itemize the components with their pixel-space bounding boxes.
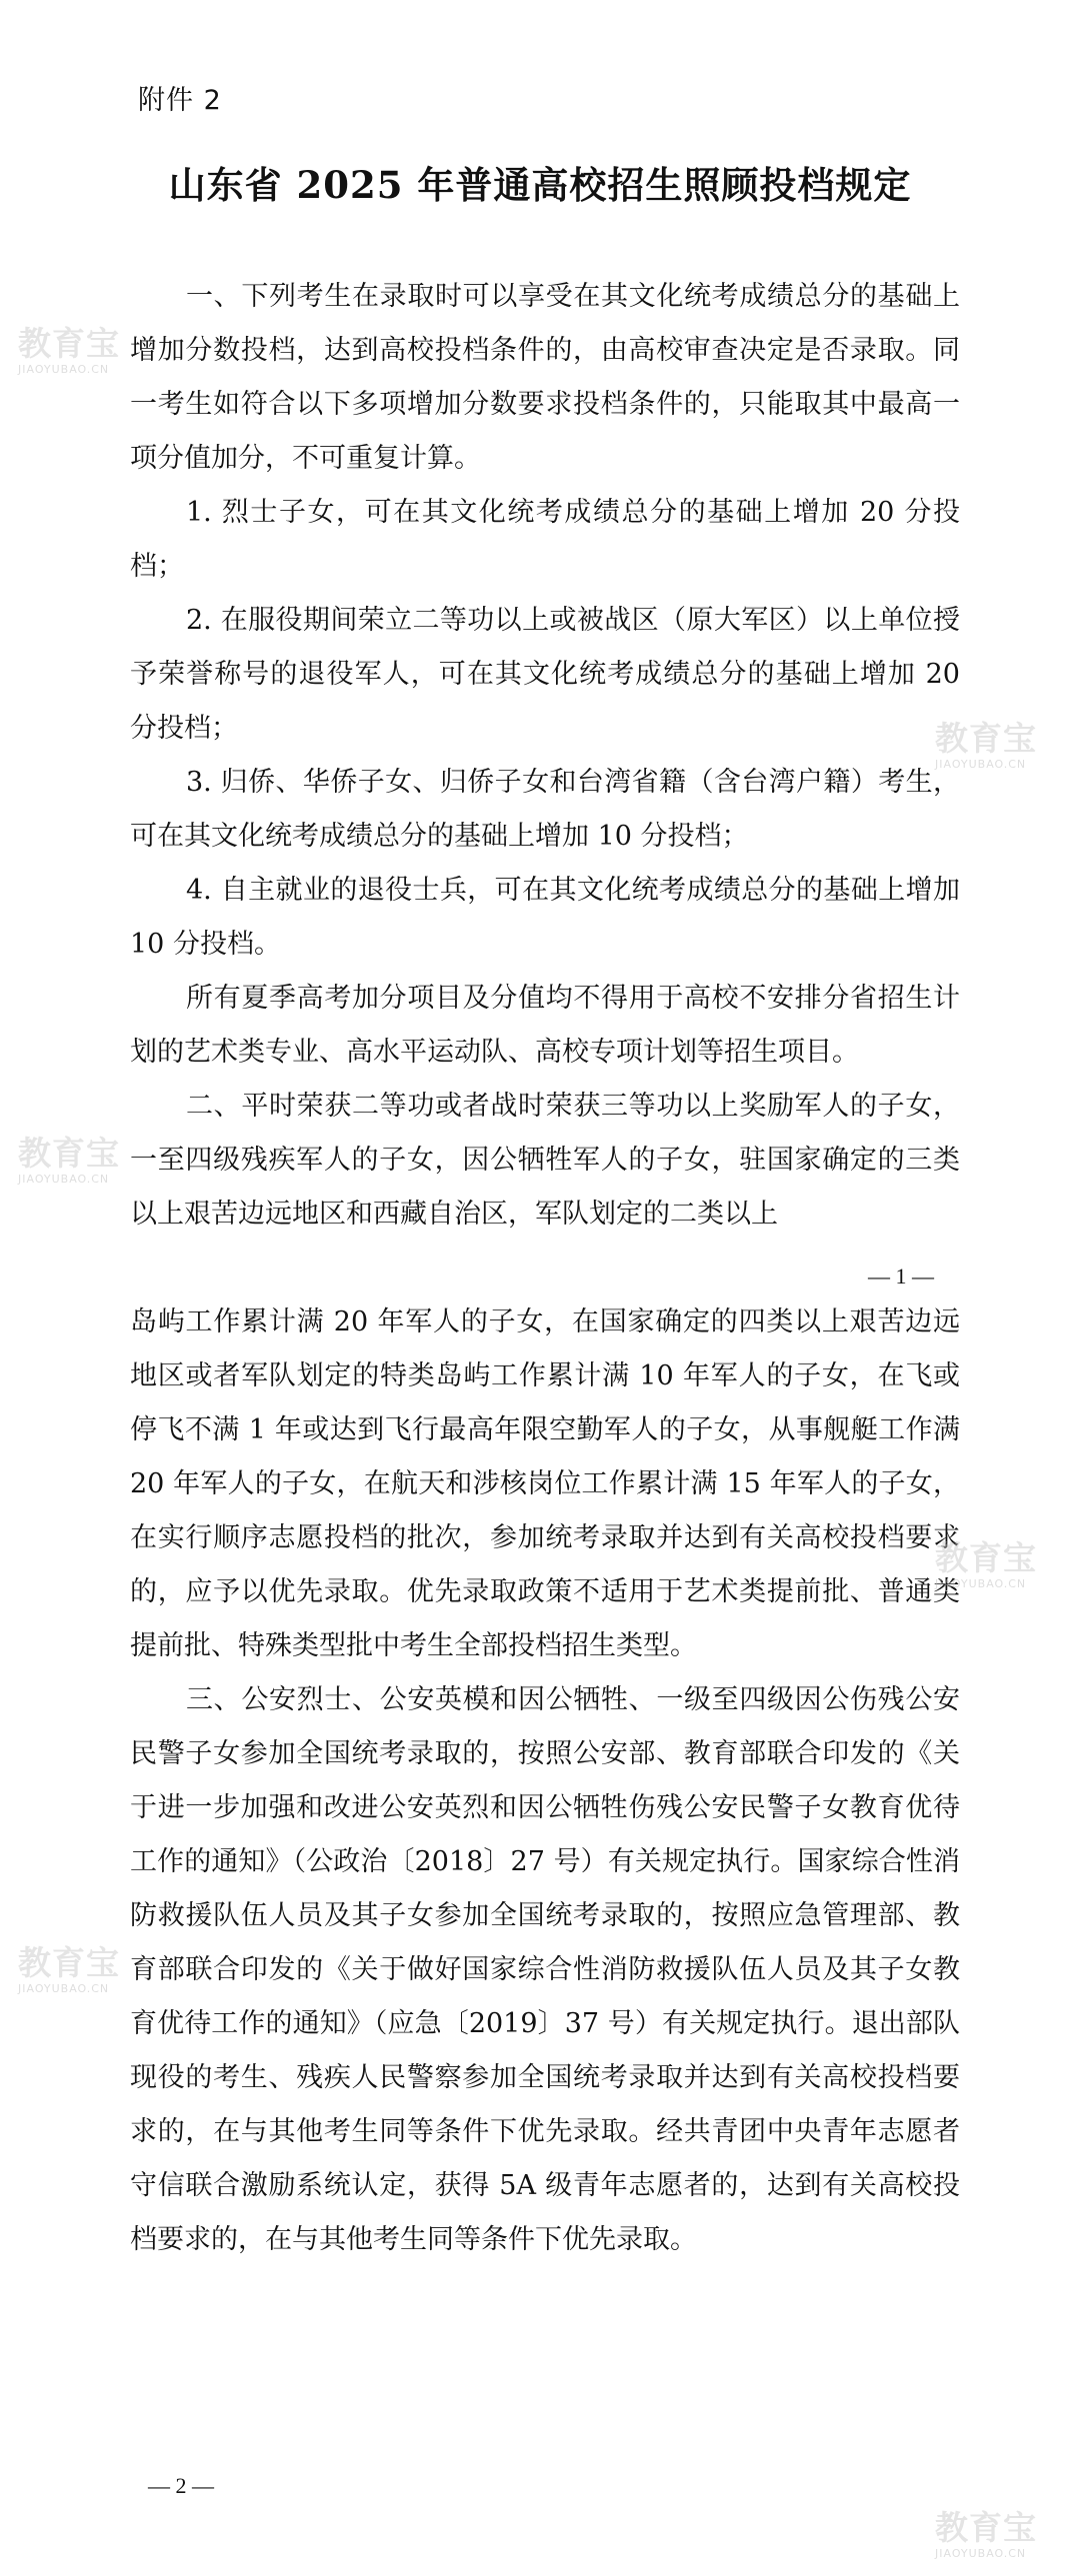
attachment-label: 附件 2: [138, 85, 222, 116]
paragraph-1-3: 2. 在服役期间荣立二等功以上或被战区（原大军区）以上单位授予荣誉称号的退役军人，可在其文化统考成绩总分的基础上增加 20 分投档；: [130, 605, 960, 744]
watermark-text: 教育宝: [18, 1134, 120, 1173]
watermark-domain: JIAOYUBAO.CN: [18, 1173, 110, 1186]
paragraph-1-2: 1. 烈士子女，可在其文化统考成绩总分的基础上增加 20 分投档；: [130, 497, 960, 582]
paragraph-1-5: 4. 自主就业的退役士兵，可在其文化统考成绩总分的基础上增加 10 分投档。: [130, 875, 960, 960]
paragraph-2-2: 三、公安烈士、公安英模和因公牺牲、一级至四级因公伤残公安民警子女参加全国统考录取的，按照公安部、教育部联合印发的《关于进一步加强和改进公安英烈和因公牺牲伤残公安民警子女教育优待工作的通知》（公政治〔2018〕27 号）有关规定执行。国家综合性消防救援队伍人员及其子女参加全国统考录取的，按照应急管理部、教育部联合印发的《关于做好国家综合性消防救援队伍人员及其子女教育优待工作的通知》（应急〔2019〕37 号）有关规定执行。退出部队现役的考生、残疾人民警察参加全国统考录取并达到有关高校投档要求的，在与其他考生同等条件下优先录取。经共青团中央青年志愿者守信联合激励系统认定，获得 5A 级青年志愿者的，达到有关高校投档要求的，在与其他考生同等条件下优先录取。: [130, 1684, 960, 2255]
watermark-logo: [18, 1944, 163, 2000]
paragraph-1-4: 3. 归侨、华侨子女、归侨子女和台湾省籍（含台湾户籍）考生，可在其文化统考成绩总分的基础上增加 10 分投档；: [130, 767, 960, 852]
watermark-logo: [18, 1135, 163, 1191]
watermark-domain: JIAOYUBAO.CN: [935, 758, 1027, 771]
watermark-domain: JIAOYUBAO.CN: [18, 363, 110, 376]
paragraph-1-6: 所有夏季高考加分项目及分值均不得用于高校不安排分省招生计划的艺术类专业、高水平运动队、高校专项计划等招生项目。: [130, 983, 960, 1068]
paragraph-1-1: 一、下列考生在录取时可以享受在其文化统考成绩总分的基础上增加分数投档，达到高校投档条件的，由高校审查决定是否录取。同一考生如符合以下多项增加分数要求投档条件的，只能取其中最高一项分值加分，不可重复计算。: [130, 281, 960, 474]
watermark-logo: [935, 720, 1080, 776]
watermark-domain: JIAOYUBAO.CN: [935, 2547, 1027, 2560]
document-title: 山东省 2025 年普通高校招生照顾投档规定: [168, 163, 912, 207]
watermark-text: 教育宝: [18, 324, 120, 363]
watermark-text: 教育宝: [935, 1538, 1037, 1577]
watermark-domain: JIAOYUBAO.CN: [18, 1982, 110, 1995]
page-number-2: — 2 —: [148, 2473, 214, 2498]
page-1-body: [130, 270, 960, 1242]
watermark-text: 教育宝: [18, 1943, 120, 1982]
watermark-text: 教育宝: [935, 719, 1037, 758]
page-number-1: — 1 —: [868, 1264, 934, 1288]
page-2-body: [130, 1295, 960, 2267]
watermark-domain: JIAOYUBAO.CN: [935, 1577, 1027, 1590]
watermark-logo: [935, 1539, 1080, 1595]
paragraph-1-7: 二、平时荣获二等功或者战时荣获三等功以上奖励军人的子女，一至四级残疾军人的子女，因公牺牲军人的子女，驻国家确定的三类以上艰苦边远地区和西藏自治区，军队划定的二类以上: [130, 1091, 960, 1230]
watermark-logo: [935, 2509, 1080, 2565]
watermark-logo: [18, 325, 163, 381]
paragraph-2-1: 岛屿工作累计满 20 年军人的子女，在国家确定的四类以上艰苦边远地区或者军队划定的特类岛屿工作累计满 10 年军人的子女，在飞或停飞不满 1 年或达到飞行最高年限空勤军人的子女，从事舰艇工作满 20 年军人的子女，在航天和涉核岗位工作累计满 15 年军人的子女，在实行顺序志愿投档的批次，参加统考录取并达到有关高校投档要求的，应予以优先录取。优先录取政策不适用于艺术类提前批、普通类提前批、特殊类型批中考生全部投档招生类型。: [130, 1306, 960, 1661]
watermark-text: 教育宝: [935, 2508, 1037, 2547]
